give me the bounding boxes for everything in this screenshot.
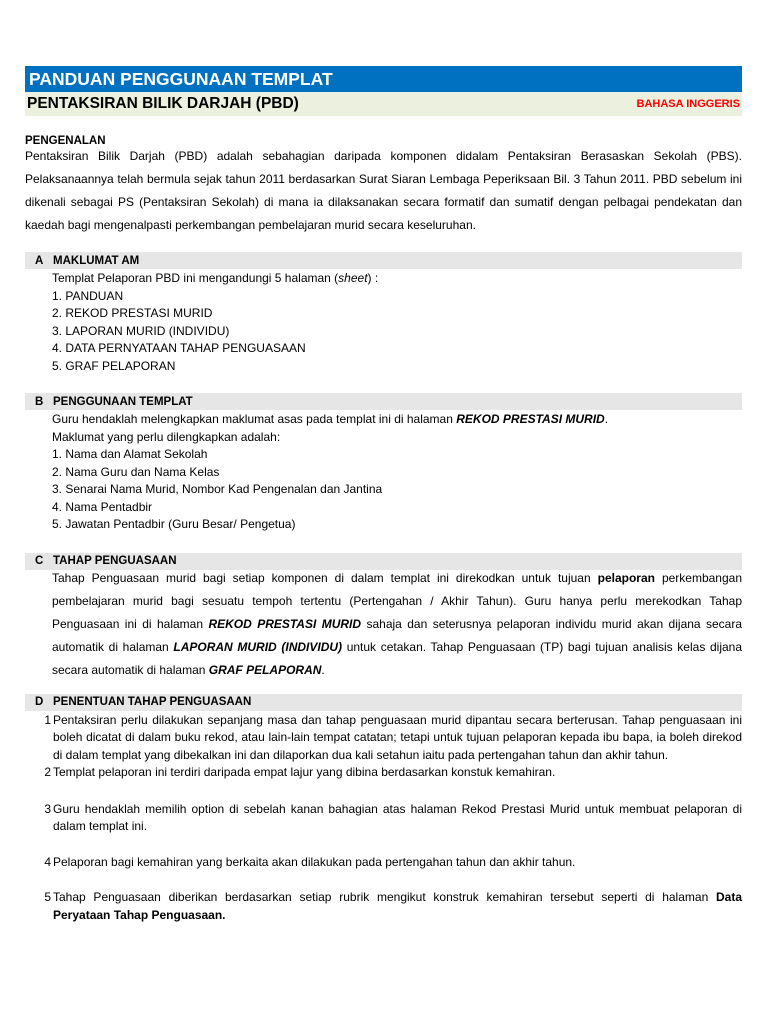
item-number: 3 [44, 801, 51, 816]
section-a-intro-end: ) : [367, 271, 379, 285]
item-text: Pelaporan bagi kemahiran yang berkaita akan dilakukan pada pertengahan tahun dan akhir tahun. [53, 854, 576, 869]
section-c-bold-laporan: LAPORAN MURID (INDIVIDU) [173, 639, 343, 654]
list-item: 2. Nama Guru dan Nama Kelas [52, 464, 220, 479]
section-b-line1-bold: REKOD PRESTASI MURID [456, 412, 605, 426]
guide-page [25, 66, 742, 924]
intro-section [25, 134, 742, 237]
section-c-text: sahaja dan seterusnya pelaporan individu murid akan dijana secara automatik di halaman [52, 616, 743, 654]
section-d-title: PENENTUAN TAHAP PENGUASAAN [53, 696, 252, 708]
list-item: 4. Nama Pentadbir [52, 499, 153, 514]
section-c-body [25, 567, 742, 682]
subtitle-bar [25, 92, 742, 116]
item-text-bold: Data Peryataan Tahap Penguasaan. [53, 890, 742, 922]
section-b-header [25, 393, 742, 410]
section-c-text: . [321, 662, 325, 677]
list-item: 5. GRAF PELAPORAN [52, 358, 176, 373]
section-a-intro [52, 270, 742, 288]
list-item [25, 764, 742, 782]
list-item [25, 801, 742, 836]
section-a-body [25, 270, 742, 375]
section-b-title: PENGGUNAAN TEMPLAT [53, 395, 193, 408]
language-label: BAHASA INGGERIS [636, 98, 740, 110]
section-b-letter: B [35, 395, 44, 408]
section-c-text: perkembangan pembelajaran murid bagi sesuatu tempoh tertentu (Pertengahan / Akhir Tahun). Guru hanya perlu merekodkan Tahap Penguasaan ini di halaman [52, 570, 742, 631]
section-b-line2: Maklumat yang perlu dilengkapkan adalah: [52, 429, 281, 444]
list-item: 1. Nama dan Alamat Sekolah [52, 447, 208, 461]
list-item [25, 889, 742, 924]
list-item: 5. Jawatan Pentadbir (Guru Besar/ Pengetua) [52, 517, 296, 531]
item-number: 2 [44, 765, 51, 779]
section-d-body [25, 712, 742, 925]
item-number: 1 [44, 712, 51, 727]
section-b-line1 [52, 411, 742, 429]
section-a-letter: A [35, 254, 44, 267]
list-item [25, 712, 742, 765]
item-text: Guru hendaklah memilih option di sebelah kanan bahagian atas halaman Rekod Prestasi Murid untuk membuat pelaporan di dalam templat ini. [53, 801, 742, 833]
page-title: PANDUAN PENGGUNAAN TEMPLAT [25, 66, 742, 92]
section-c-bold-pelaporan: pelaporan [597, 570, 655, 585]
section-a-title: MAKLUMAT AM [53, 254, 140, 267]
section-c-letter: C [35, 555, 44, 567]
list-item: 1. PANDUAN [52, 288, 124, 303]
intro-body: Pentaksiran Bilik Darjah (PBD) adalah sebahagian daripada komponen didalam Pentaksiran Berasaskan Sekolah (PBS). Pelaksanaannya telah bermula sejak tahun 2011 berdasarkan Surat Siaran Lembaga Peperiksaan Bil. 3 Tahun 2011. PBD sebelum ini dikenali sebagai PS (Pentaksiran Sekolah) di mana ia dilaksanakan secara formatif dan sumatif dengan pelbagai pendekatan dan kaedah bagi mengenalpasti perkembangan pembelajaran murid secara keseluruhan. [25, 149, 742, 232]
section-c-title: TAHAP PENGUASAAN [53, 555, 177, 567]
section-a-header [25, 252, 742, 269]
list-item: 3. Senarai Nama Murid, Nombor Kad Pengenalan dan Jantina [52, 482, 383, 496]
section-c-text: untuk cetakan. Tahap Penguasaan (TP) bagi tujuan analisis kelas dijana secara automatik di halaman [52, 639, 743, 677]
item-text [53, 889, 742, 924]
list-item [25, 854, 742, 872]
section-a-intro-italic: sheet [338, 271, 368, 285]
list-item: 4. DATA PERNYATAAN TAHAP PENGUASAAN [52, 341, 306, 355]
list-item: 2. REKOD PRESTASI MURID [52, 306, 213, 320]
item-number: 5 [44, 890, 51, 904]
section-a-intro-text: Templat Pelaporan PBD ini mengandungi 5 halaman ( [52, 271, 339, 285]
intro-title: PENGENALAN [25, 135, 106, 147]
item-number: 4 [44, 854, 51, 869]
section-c-bold-rekod: REKOD PRESTASI MURID [208, 616, 362, 631]
section-d-letter: D [35, 696, 44, 708]
section-b-line1-end: . [604, 412, 609, 426]
list-item: 3. LAPORAN MURID (INDIVIDU) [52, 323, 230, 338]
section-c-text: Tahap Penguasaan murid bagi setiap komponen di dalam templat ini direkodkan untuk tujuan [52, 570, 598, 585]
section-b-line1-text: Guru hendaklah melengkapkan maklumat asas pada templat ini di halaman [52, 412, 457, 426]
item-text-plain: Tahap Penguasaan diberikan berdasarkan setiap rubrik mengikut konstruk kemahiran tersebut seperti di halaman [53, 890, 716, 904]
item-text: Pentaksiran perlu dilakukan sepanjang masa dan tahap penguasaan murid dipantau secara berterusan. Tahap penguasaan ini boleh dicatat di dalam buku rekod, atau lain-lain tempat catatan; tetapi untuk tujuan pelaporan kepada ibu bapa, ia boleh direkod di dalam templat yang dibekalkan ini dan dilaporkan dua kali setahun iaitu pada pertengahan tahun dan akhir tahun. [53, 712, 742, 762]
section-d-header [25, 694, 742, 711]
item-text: Templat pelaporan ini terdiri daripada empat lajur yang dibina berdasarkan konstuk kemahiran. [53, 765, 556, 779]
page-subtitle: PENTAKSIRAN BILIK DARJAH (PBD) [27, 95, 299, 112]
section-c-bold-graf: GRAF PELAPORAN [208, 662, 322, 677]
section-b-body [25, 411, 742, 534]
